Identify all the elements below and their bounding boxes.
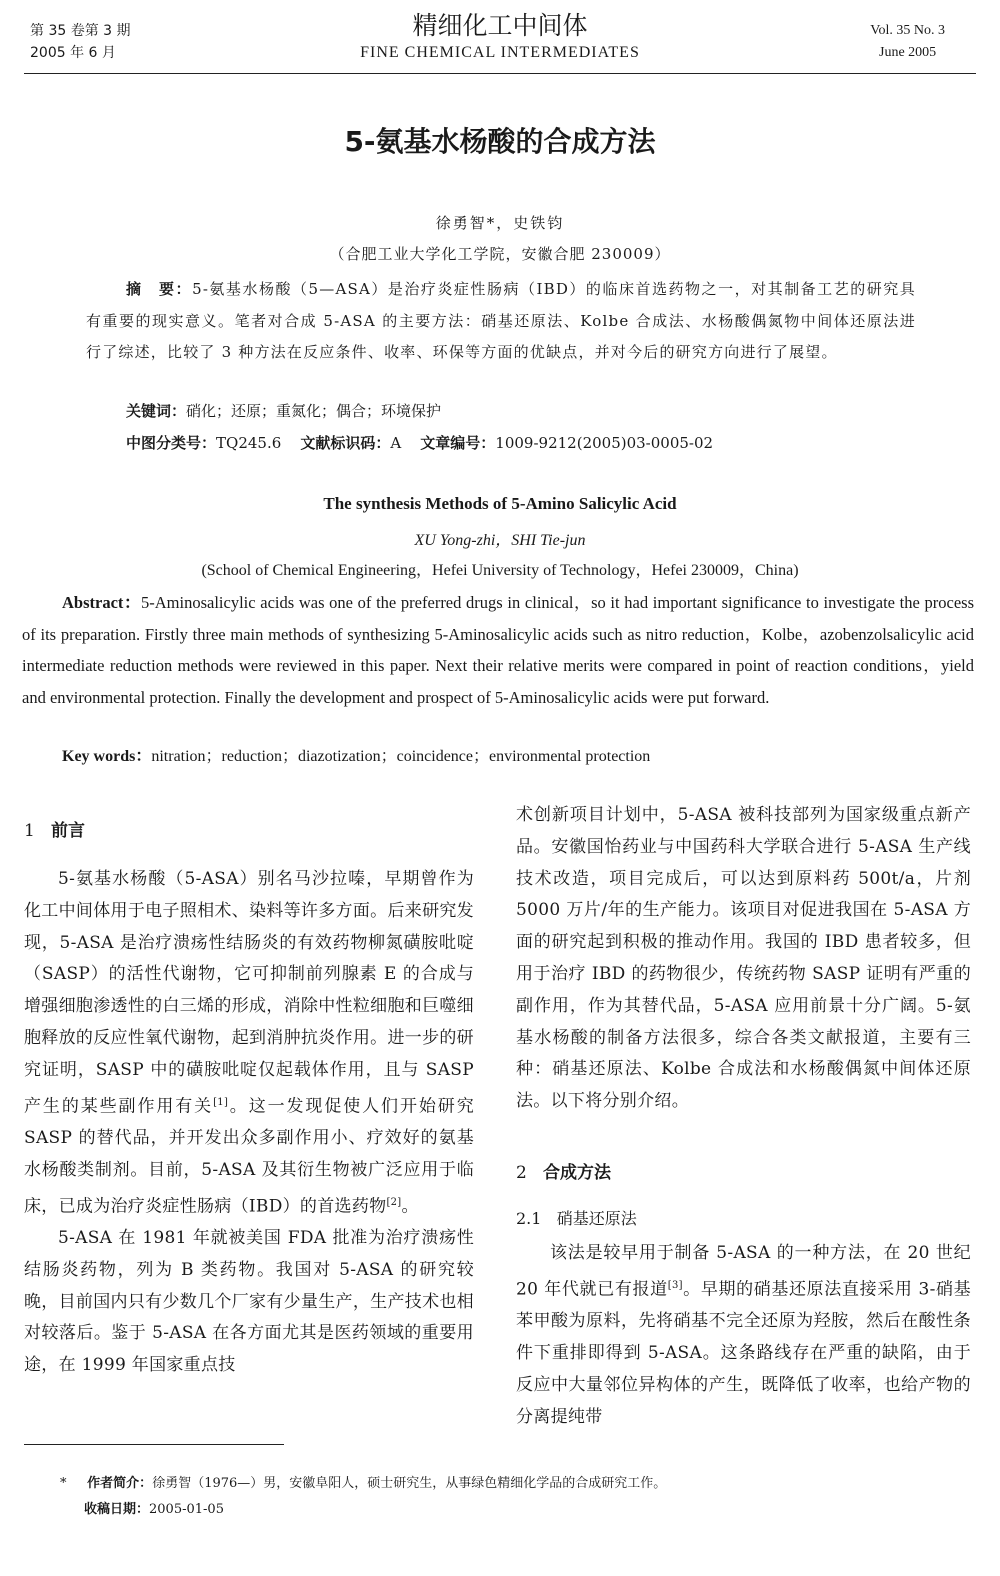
paper-title-en: The synthesis Methods of 5-Amino Salicylic Acid [323, 494, 677, 513]
paragraph-text: 5-氨基水杨酸（5-ASA）别名马沙拉嗪，早期曾作为化工中间体用于电子照相术、染料等许多方面。后来研究发现，5-ASA 是治疗溃疡性结肠炎的有效药物柳氮磺胺吡啶（SASP）的活性代谢物，它可抑制前列腺素 E 的合成与增强细胞渗透性的白三烯的形成，消除中性粒细胞和巨噬细胞释放的反应性氧代谢物，起到消肿抗炎作用。进一步的研究证明，SASP 中的磺胺吡啶仅起载体作用，且与 SASP 产生的某些副作用有关 [24, 869, 474, 1117]
received-date-label: 收稿日期： [84, 1502, 150, 1517]
volume-issue-en: Vol. 35 No. 3 [870, 23, 945, 38]
paragraph-text: 。这一发现促使人们开始研究 SASP 的替代品，并开发出众多副作用小、疗效好的氨基水杨酸类制剂。目前，5-ASA 及其衍生物被广泛应用于临床，已成为治疗炎症性肠病（IBD）的首选药物 [24, 1096, 474, 1217]
date-cn: 2005 年 6 月 [30, 45, 116, 61]
abstract-en [22, 587, 974, 713]
footnote-author-label: 作者简介： [87, 1476, 153, 1491]
abstract-en-label: Abstract： [62, 593, 142, 612]
paragraph-text: 该法是较早用于制备 5-ASA 的一种方法，在 20 世纪 20 年代就已有报道 [516, 1243, 971, 1300]
paragraph-text: 。 [401, 1196, 419, 1217]
footnote-rule [24, 1444, 284, 1445]
doc-code-value: A [390, 434, 402, 452]
right-column-lower [516, 1238, 971, 1433]
paragraph-text: 。早期的硝基还原法直接采用 3-硝基苯甲酸为原料，先将硝基不完全还原为羟胺，然后在酸性条件下重排即得到 5-ASA。这条路线存在严重的缺陷，由于反应中大量邻位异构体的产生，既降低了收率，也给产物的分离提纯带 [516, 1279, 971, 1427]
right-column [516, 800, 971, 1118]
citation-2: [2] [386, 1196, 402, 1208]
keywords-en-text: nitration；reduction；diazotization；coincidence；environmental protection [151, 748, 651, 765]
subsection-2-1-number: 2.1 [516, 1209, 542, 1228]
doc-code-label: 文献标识码： [300, 434, 391, 452]
paper-title: 5-氨基水杨酸的合成方法 [344, 125, 656, 158]
keywords-cn-text: 硝化；还原；重氮化；偶合；环境保护 [186, 402, 442, 420]
article-id-value: 1009-9212(2005)03-0005-02 [495, 434, 714, 452]
clc-value: TQ245.6 [216, 434, 282, 452]
citation-3: [3] [667, 1279, 683, 1291]
footnote-received [84, 1498, 224, 1517]
classification-line [126, 432, 713, 453]
affiliation-en: (School of Chemical Engineering，Hefei University of Technology，Hefei 230009，China) [201, 562, 799, 579]
abstract-en-text: 5-Aminosalicylic acids was one of the preferred drugs in clinical，so it had important significance to investigate the process of its preparation. Firstly three main methods of synthesizing 5-Aminosalicylic acids such as nitro reduction，Kolbe，azobenzolsalicylic acid intermediate reduction methods were reviewed in this paper. Next their relative merits were compared in point of reaction conditions，yield and environmental protection. Finally the development and prospect of 5-Aminosalicylic acids were put forward. [22, 593, 974, 707]
authors-en: XU Yong-zhi，SHI Tie-jun [414, 532, 586, 549]
subsection-2-1-heading [516, 1206, 637, 1229]
footnote-author-text: 徐勇智（1976—）男，安徽阜阳人，硕士研究生，从事绿色精细化学品的合成研究工作。 [152, 1476, 667, 1491]
received-date-value: 2005-01-05 [149, 1502, 224, 1517]
footnote-author [60, 1472, 666, 1491]
section-1-number: 1 [24, 821, 35, 841]
journal-name-cn: 精细化工中间体 [412, 11, 588, 40]
affiliation-cn: （合肥工业大学化工学院，安徽合肥 230009） [329, 245, 671, 263]
header-rule [24, 73, 976, 74]
abstract-cn [86, 274, 916, 369]
paragraph-nitro-reduction [516, 1238, 971, 1433]
paragraph-intro-1 [24, 864, 474, 1223]
keywords-en-label: Key words： [62, 748, 152, 765]
section-2-heading [516, 1158, 611, 1183]
abstract-cn-label: 摘 要： [126, 280, 193, 298]
volume-info-en [870, 20, 945, 64]
subsection-2-1-title: 硝基还原法 [556, 1209, 637, 1228]
keywords-en [62, 743, 650, 766]
section-1-heading [24, 816, 85, 841]
footnote-star: * [60, 1476, 67, 1491]
section-1-title: 前言 [51, 821, 86, 841]
paragraph-intro-2: 5-ASA 在 1981 年就被美国 FDA 批准为治疗溃疡性结肠炎药物，列为 B 类药物。我国对 5-ASA 的研究较晚，目前国内只有少数几个厂家有少量生产，生产技术也相对较落后。鉴于 5-ASA 在各方面尤其是医药领域的重要用途，在 1999 年国家重点技 [24, 1228, 474, 1376]
volume-issue-cn: 第 35 卷第 3 期 [30, 23, 131, 39]
keywords-cn-label: 关键词： [126, 402, 187, 420]
article-id-label: 文章编号： [420, 434, 496, 452]
abstract-cn-text: 5-氨基水杨酸（5—ASA）是治疗炎症性肠病（IBD）的临床首选药物之一，对其制备工艺的研究具有重要的现实意义。笔者对合成 5-ASA 的主要方法：硝基还原法、Kolbe 合成法、水杨酸偶氮物中间体还原法进行了综述，比较了 3 种方法在反应条件、收率、环保等方面的优缺点，并对今后的研究方向进行了展望。 [86, 280, 916, 361]
paragraph-intro-3: 术创新项目计划中，5-ASA 被科技部列为国家级重点新产品。安徽国怡药业与中国药科大学联合进行 5-ASA 生产线技术改造，项目完成后，可以达到原料药 500t/a，片剂 5000 万片/年的生产能力。该项目对促进我国在 5-ASA 方面的研究起到积极的推动作用。我国的 IBD 患者较多，但用于治疗 IBD 的药物很少，传统药物 SASP 证明有严重的副作用，作为其替代品，5-ASA 应用前景十分广阔。5-氨基水杨酸的制备方法很多，综合各类文献报道，主要有三种：硝基还原法、Kolbe 合成法和水杨酸偶氮中间体还原法。以下将分别介绍。 [516, 805, 971, 1112]
authors-cn: 徐勇智*，史铁钧 [435, 214, 565, 232]
section-2-title: 合成方法 [543, 1163, 612, 1183]
left-column [24, 864, 474, 1382]
journal-header [0, 10, 1000, 64]
journal-name-en: FINE CHEMICAL INTERMEDIATES [360, 44, 640, 61]
citation-1: [1] [213, 1096, 229, 1108]
section-2-number: 2 [516, 1163, 527, 1183]
clc-label: 中图分类号： [126, 434, 217, 452]
date-en: June 2005 [879, 45, 937, 60]
keywords-cn [126, 400, 441, 421]
